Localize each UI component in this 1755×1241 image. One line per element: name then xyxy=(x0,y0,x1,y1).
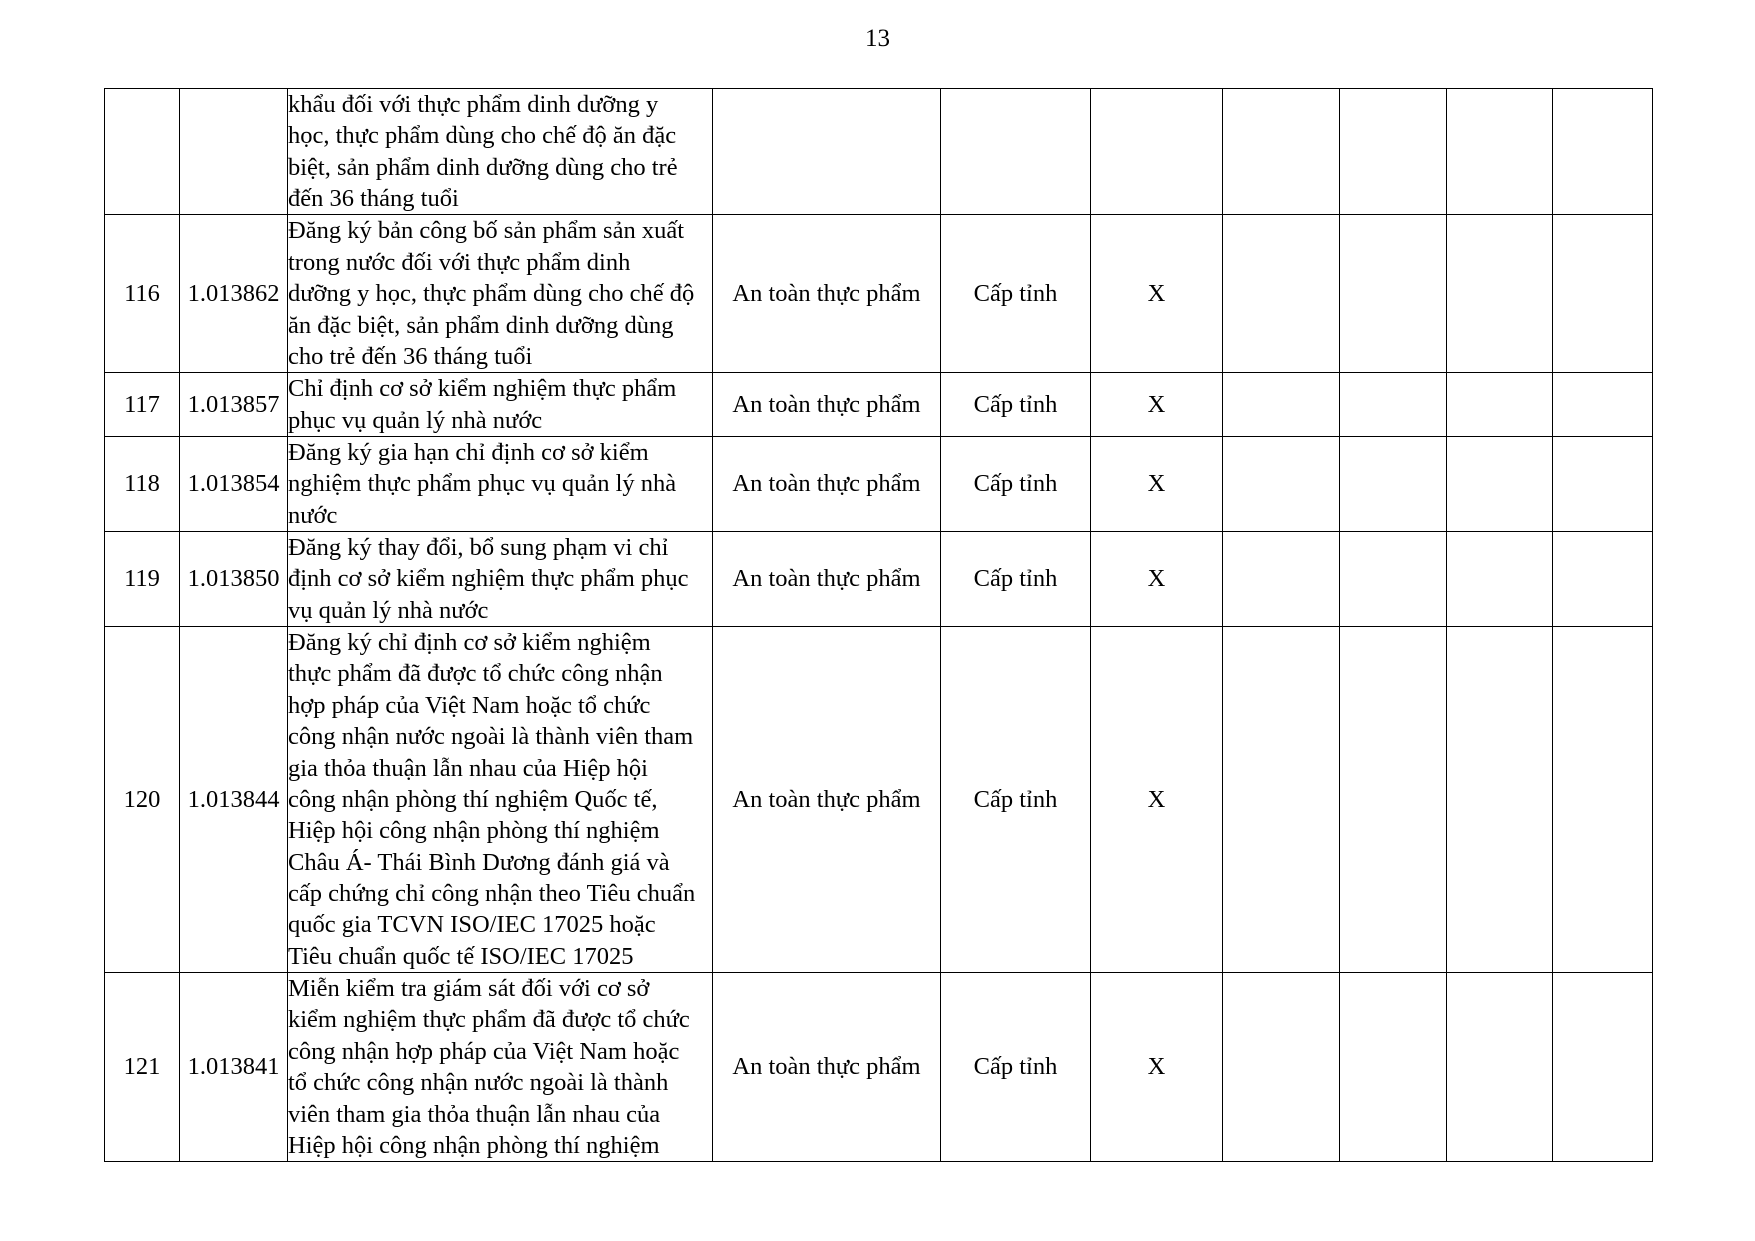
cell-mark-4 xyxy=(1447,215,1553,373)
cell-procedure-name xyxy=(288,532,713,627)
name-line: kiểm nghiệm thực phẩm đã được tổ chức xyxy=(288,1006,690,1034)
cell-mark-5 xyxy=(1553,973,1653,1162)
table-row xyxy=(105,627,1653,973)
name-line: dưỡng y học, thực phẩm dùng cho chế độ xyxy=(288,280,695,308)
name-line: Miễn kiểm tra giám sát đối với cơ sở xyxy=(288,975,650,1003)
table-row xyxy=(105,373,1653,437)
cell-code: 1.013862 xyxy=(180,215,288,373)
name-line: nước xyxy=(288,501,338,529)
cell-mark-5 xyxy=(1553,532,1653,627)
cell-mark-3 xyxy=(1340,89,1447,215)
name-line: công nhận hợp pháp của Việt Nam hoặc xyxy=(288,1037,680,1065)
cell-mark-1 xyxy=(1091,89,1223,215)
cell-mark-2 xyxy=(1223,627,1340,973)
cell-mark-5 xyxy=(1553,215,1653,373)
cell-procedure-name xyxy=(288,436,713,531)
table-row xyxy=(105,532,1653,627)
cell-stt: 117 xyxy=(105,373,180,437)
name-line: công nhận nước ngoài là thành viên tham xyxy=(288,723,694,751)
cell-mark-2 xyxy=(1223,215,1340,373)
cell-level: Cấp tỉnh xyxy=(941,436,1091,531)
cell-mark-2 xyxy=(1223,373,1340,437)
cell-mark-4 xyxy=(1447,973,1553,1162)
cell-stt: 121 xyxy=(105,973,180,1162)
cell-level: Cấp tỉnh xyxy=(941,973,1091,1162)
name-line: Châu Á- Thái Bình Dương đánh giá và xyxy=(288,848,670,876)
name-line: Hiệp hội công nhận phòng thí nghiệm xyxy=(288,1131,660,1159)
cell-code: 1.013854 xyxy=(180,436,288,531)
name-line: đến 36 tháng tuổi xyxy=(288,185,459,213)
cell-mark-1: X xyxy=(1091,532,1223,627)
name-line: Hiệp hội công nhận phòng thí nghiệm xyxy=(288,817,660,845)
cell-level: Cấp tỉnh xyxy=(941,532,1091,627)
cell-mark-3 xyxy=(1340,373,1447,437)
name-line: cấp chứng chỉ công nhận theo Tiêu chuẩn xyxy=(288,879,696,907)
name-line: Đăng ký thay đổi, bổ sung phạm vi chỉ xyxy=(288,534,669,562)
cell-mark-5 xyxy=(1553,436,1653,531)
name-line: Đăng ký gia hạn chỉ định cơ sở kiểm xyxy=(288,438,649,466)
name-line: vụ quản lý nhà nước xyxy=(288,596,489,624)
cell-stt: 119 xyxy=(105,532,180,627)
cell-mark-5 xyxy=(1553,89,1653,215)
administrative-procedures-table xyxy=(104,88,1653,1162)
cell-stt: 118 xyxy=(105,436,180,531)
cell-field: An toàn thực phẩm xyxy=(713,215,941,373)
name-line: ăn đặc biệt, sản phẩm dinh dưỡng dùng xyxy=(288,311,674,339)
name-line: công nhận phòng thí nghiệm Quốc tế, xyxy=(288,785,658,813)
name-line: Chỉ định cơ sở kiểm nghiệm thực phẩm xyxy=(288,375,677,403)
name-line: định cơ sở kiểm nghiệm thực phẩm phục xyxy=(288,565,689,593)
cell-mark-2 xyxy=(1223,436,1340,531)
cell-mark-3 xyxy=(1340,436,1447,531)
cell-mark-4 xyxy=(1447,532,1553,627)
cell-mark-3 xyxy=(1340,973,1447,1162)
cell-stt: 116 xyxy=(105,215,180,373)
name-line: cho trẻ đến 36 tháng tuổi xyxy=(288,342,533,370)
cell-level: Cấp tỉnh xyxy=(941,215,1091,373)
cell-code: 1.013844 xyxy=(180,627,288,973)
cell-mark-2 xyxy=(1223,89,1340,215)
name-line: Tiêu chuẩn quốc tế ISO/IEC 17025 xyxy=(288,942,634,970)
table-row xyxy=(105,436,1653,531)
cell-procedure-name xyxy=(288,89,713,215)
cell-field: An toàn thực phẩm xyxy=(713,973,941,1162)
name-line: quốc gia TCVN ISO/IEC 17025 hoặc xyxy=(288,911,656,939)
cell-mark-2 xyxy=(1223,973,1340,1162)
cell-mark-2 xyxy=(1223,532,1340,627)
cell-mark-1: X xyxy=(1091,973,1223,1162)
cell-procedure-name xyxy=(288,973,713,1162)
name-line: tổ chức công nhận nước ngoài là thành xyxy=(288,1069,669,1097)
table-row xyxy=(105,215,1653,373)
cell-level xyxy=(941,89,1091,215)
cell-code xyxy=(180,89,288,215)
cell-field: An toàn thực phẩm xyxy=(713,436,941,531)
cell-mark-4 xyxy=(1447,89,1553,215)
cell-mark-4 xyxy=(1447,373,1553,437)
cell-level: Cấp tỉnh xyxy=(941,373,1091,437)
name-line: phục vụ quản lý nhà nước xyxy=(288,406,543,434)
cell-mark-3 xyxy=(1340,627,1447,973)
cell-mark-5 xyxy=(1553,627,1653,973)
cell-procedure-name xyxy=(288,215,713,373)
cell-mark-1: X xyxy=(1091,215,1223,373)
cell-code: 1.013841 xyxy=(180,973,288,1162)
cell-field: An toàn thực phẩm xyxy=(713,373,941,437)
cell-level: Cấp tỉnh xyxy=(941,627,1091,973)
cell-field: An toàn thực phẩm xyxy=(713,627,941,973)
cell-mark-1: X xyxy=(1091,373,1223,437)
name-line: biệt, sản phẩm dinh dưỡng dùng cho trẻ xyxy=(288,153,678,181)
cell-mark-4 xyxy=(1447,436,1553,531)
name-line: thực phẩm đã được tổ chức công nhận xyxy=(288,660,663,688)
name-line: Đăng ký chỉ định cơ sở kiểm nghiệm xyxy=(288,629,651,657)
cell-mark-4 xyxy=(1447,627,1553,973)
cell-procedure-name xyxy=(288,627,713,973)
name-line: học, thực phẩm dùng cho chế độ ăn đặc xyxy=(288,122,677,150)
cell-code: 1.013857 xyxy=(180,373,288,437)
cell-mark-3 xyxy=(1340,215,1447,373)
name-line: khẩu đối với thực phẩm dinh dưỡng y xyxy=(288,91,659,118)
table-row xyxy=(105,89,1653,215)
cell-mark-1: X xyxy=(1091,627,1223,973)
cell-mark-1: X xyxy=(1091,436,1223,531)
name-line: nghiệm thực phẩm phục vụ quản lý nhà xyxy=(288,470,677,498)
name-line: Đăng ký bản công bố sản phẩm sản xuất xyxy=(288,217,684,245)
table-body xyxy=(105,89,1653,1162)
table-row xyxy=(105,973,1653,1162)
name-line: viên tham gia thỏa thuận lẫn nhau của xyxy=(288,1100,661,1128)
cell-procedure-name xyxy=(288,373,713,437)
page-number: 13 xyxy=(865,25,890,52)
name-line: trong nước đối với thực phẩm dinh xyxy=(288,248,631,276)
name-line: gia thỏa thuận lẫn nhau của Hiệp hội xyxy=(288,754,648,782)
cell-field xyxy=(713,89,941,215)
cell-mark-3 xyxy=(1340,532,1447,627)
cell-mark-5 xyxy=(1553,373,1653,437)
cell-stt xyxy=(105,89,180,215)
cell-field: An toàn thực phẩm xyxy=(713,532,941,627)
procedures-table-wrapper xyxy=(104,88,1652,1162)
name-line: hợp pháp của Việt Nam hoặc tổ chức xyxy=(288,691,651,719)
cell-stt: 120 xyxy=(105,627,180,973)
cell-code: 1.013850 xyxy=(180,532,288,627)
